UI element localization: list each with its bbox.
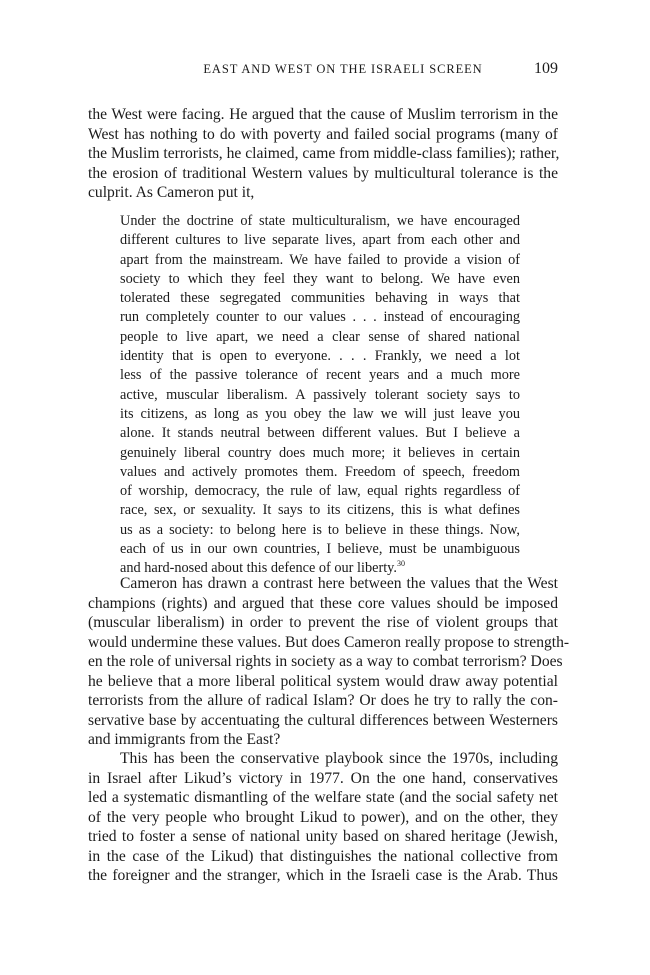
text-line: he believe that a more liberal political system would draw away potential <box>88 672 558 690</box>
paragraph-3 <box>88 749 558 886</box>
text-line: West has nothing to do with poverty and failed social programs (many of <box>88 125 558 143</box>
quote-line: its citizens, as long as you obey the law we will just leave you <box>120 405 520 422</box>
quote-line: tolerated these segregated communities behaving in ways that <box>120 290 520 307</box>
text-line: the Muslim terrorists, he claimed, came from middle-class families); rather, <box>88 145 560 162</box>
page-number: 109 <box>534 60 558 77</box>
text-line: in the case of the Likud) that distinguishes the national collective from <box>88 847 558 865</box>
text-line: Cameron has drawn a contrast here between the values that the West <box>120 575 558 592</box>
text-line: culprit. As Cameron put it, <box>88 184 255 201</box>
text-line: (muscular liberalism) in order to prevent the rise of violent groups that <box>88 614 558 631</box>
quote-line: of worship, democracy, the rule of law, equal rights regardless of <box>120 483 520 500</box>
text-line: terrorists from the allure of radical Islam? Or does he try to rally the con- <box>88 692 558 709</box>
text-line: would undermine these values. But does Cameron really propose to strength- <box>88 633 570 651</box>
quote-line: us as a society: to belong here is to believe in these things. Now, <box>120 521 520 538</box>
running-title: EAST AND WEST ON THE ISRAELI SCREEN <box>203 62 483 76</box>
quote-line: alone. It stands neutral between different values. But I believe a <box>120 425 520 442</box>
text-line: en the role of universal rights in society as a way to combat terrorism? Does <box>88 653 563 670</box>
paragraph-1 <box>88 105 558 203</box>
text-line: in Israel after Likud’s victory in 1977. On the one hand, conservatives <box>88 769 558 787</box>
text-line: tried to foster a sense of national unity based on shared heritage (Jewish, <box>88 828 558 845</box>
text-line: the West were facing. He argued that the cause of Muslim terrorism in the <box>88 106 558 123</box>
quote-line-text: and hard-nosed about this defence of our liberty. <box>120 560 397 577</box>
quote-line: run completely counter to our values . . . instead of encouraging <box>120 309 520 326</box>
quote-line: different cultures to live separate lives, apart from each other and <box>120 232 520 249</box>
quote-line: genuinely liberal country does much more; it believes in certain <box>120 444 520 461</box>
paragraph-2 <box>88 574 570 750</box>
text-line: This has been the conservative playbook since the 1970s, including <box>120 750 558 767</box>
quote-line: identity that is open to everyone. . . . Frankly, we need a lot <box>120 348 520 365</box>
text-line: led a systematic dismantling of the welfare state (and the social safety net <box>88 789 558 806</box>
quote-line: less of the passive tolerance of recent years and a much more <box>120 367 520 384</box>
quote-line: society to which they feel they want to belong. We have even <box>120 270 520 287</box>
text-line: the erosion of traditional Western values by multicultural tolerance is the <box>88 164 558 182</box>
quote-line: each of us in our own countries, I believe, must be unambiguous <box>120 541 520 558</box>
quote-line: apart from the mainstream. We have failed to provide a vision of <box>120 251 520 268</box>
quote-line: people to live apart, we need a clear sense of shared national <box>120 328 520 345</box>
quote-line: active, muscular liberalism. A passively tolerant society says to <box>120 386 520 403</box>
text-line: servative base by accentuating the cultural differences between Westerners <box>88 711 558 729</box>
text-line: champions (rights) and argued that these core values should be imposed <box>88 594 558 612</box>
text-line: of the very people who brought Likud to power), and on the other, they <box>88 808 558 826</box>
quote-line: Under the doctrine of state multiculturalism, we have encouraged <box>120 213 520 229</box>
text-line: and immigrants from the East? <box>88 731 281 748</box>
quote-line: race, sex, or sexuality. It says to its citizens, this is what defines <box>120 502 520 519</box>
footnote-marker: 30 <box>396 559 405 569</box>
block-quote <box>120 212 520 579</box>
text-line: the foreigner and the stranger, which in the Israeli case is the Arab. Thus <box>88 867 558 884</box>
running-head <box>88 60 558 80</box>
quote-line: values and actively promotes them. Freedom of speech, freedom <box>120 463 520 480</box>
